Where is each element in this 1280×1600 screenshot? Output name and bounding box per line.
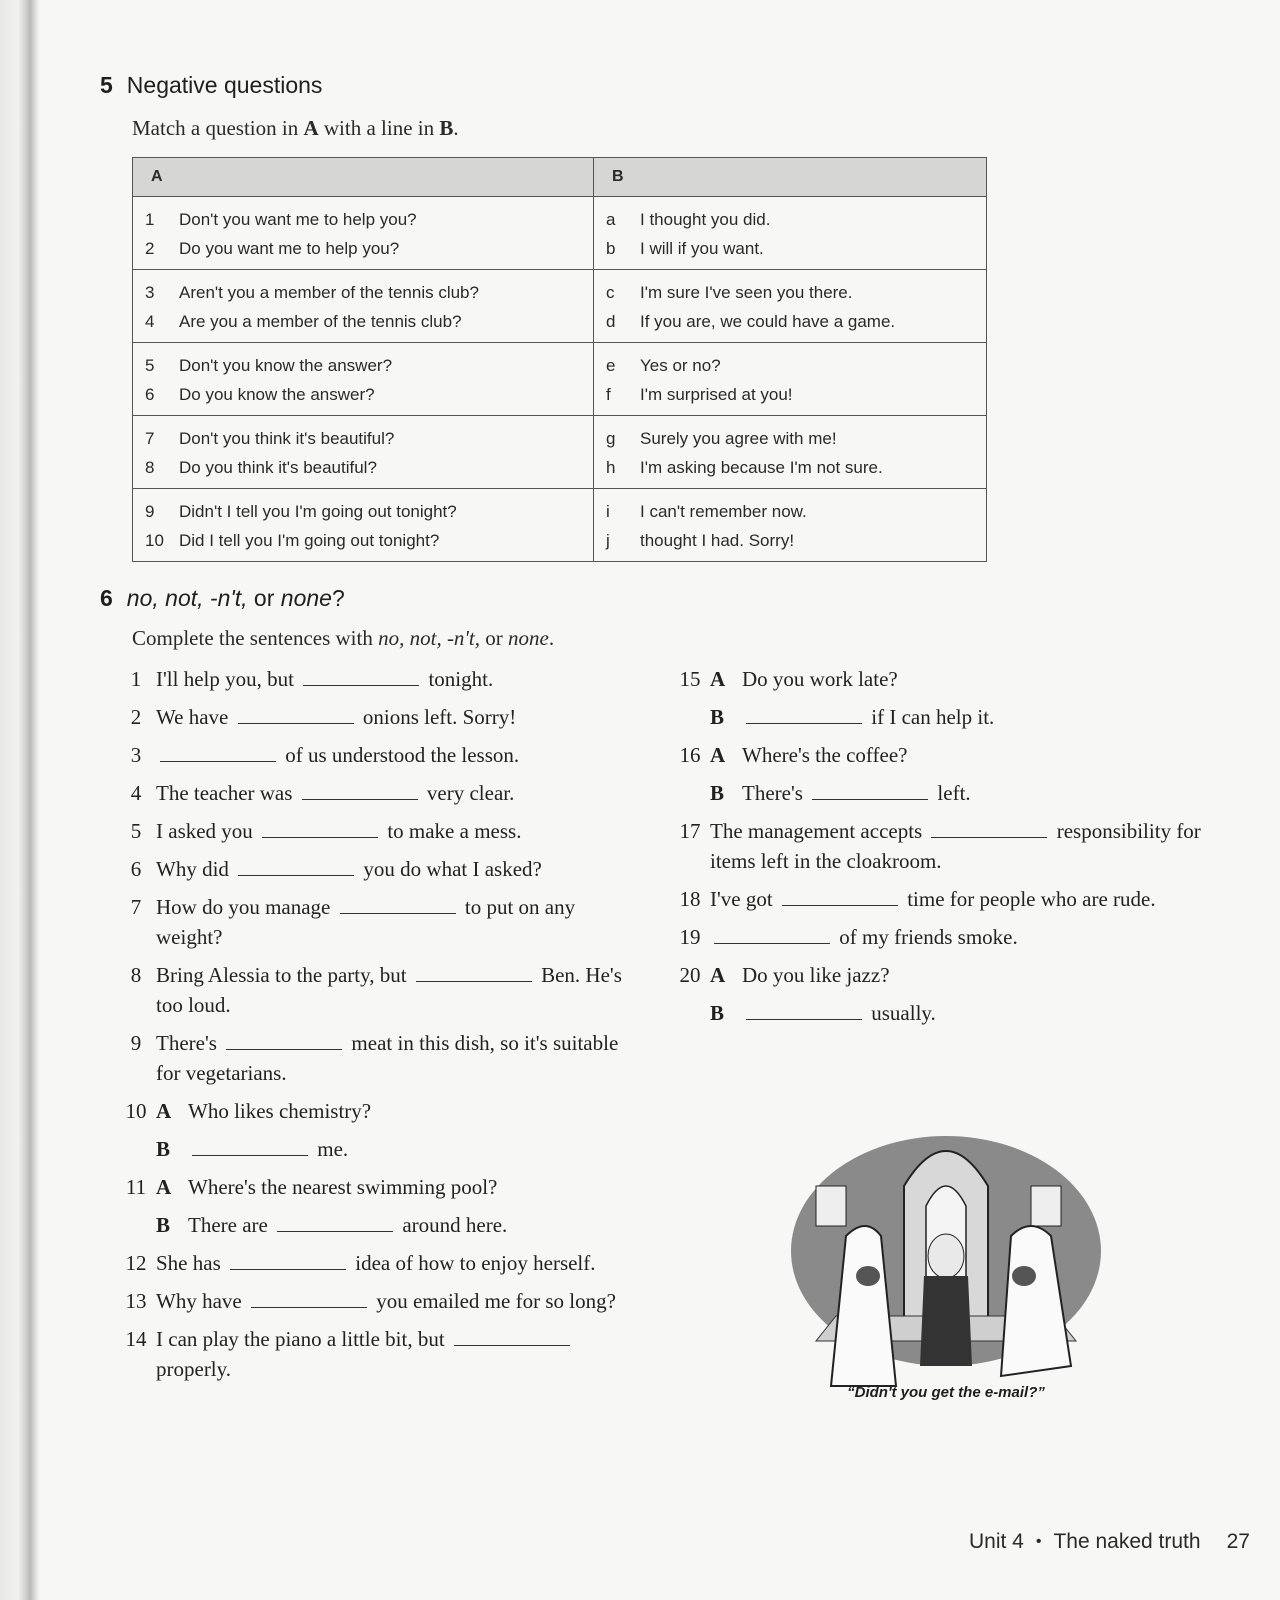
sentence-text: How do you manage	[156, 895, 331, 919]
sentence-item	[118, 1096, 638, 1126]
sentence-number: 19	[679, 925, 701, 949]
speaker-label: A	[710, 743, 726, 767]
item-text: If you are, we could have a game.	[640, 311, 896, 331]
sentence-text: tonight.	[428, 667, 494, 691]
sentence-number: 18	[679, 887, 701, 911]
sentence-number	[672, 702, 708, 732]
column-header-b: B	[594, 158, 987, 197]
answer-blank[interactable]	[812, 779, 928, 800]
sentence-item	[118, 740, 638, 770]
sentence-item	[118, 664, 638, 694]
sentence-text: There's	[742, 781, 803, 805]
item-key: j	[606, 530, 610, 550]
response-line	[606, 424, 978, 453]
page-number: 27	[1226, 1530, 1250, 1553]
sentence-number: 6	[130, 857, 142, 881]
speaker-label: B	[710, 781, 725, 805]
item-key: d	[606, 311, 616, 331]
response-line	[606, 453, 978, 482]
item-key: b	[606, 238, 616, 258]
sentence-text: left.	[937, 781, 971, 805]
item-text: I will if you want.	[640, 238, 764, 258]
sentence-list-left	[118, 664, 638, 1392]
sentence-text: to put on any weight?	[156, 895, 576, 949]
question-line	[145, 380, 585, 409]
item-text: Are you a member of the tennis club?	[179, 311, 462, 331]
answer-blank[interactable]	[302, 779, 418, 800]
sentence-text: Bring Alessia to the party, but	[156, 963, 407, 987]
speaker-label: A	[710, 667, 726, 691]
sentence-text: me.	[317, 1137, 349, 1161]
answer-blank[interactable]	[238, 855, 354, 876]
item-text: Do you think it's beautiful?	[179, 457, 377, 477]
sentence-number	[672, 778, 708, 808]
exercise-5-instruction: Match a question in A with a line in B.	[132, 116, 459, 140]
item-key: 6	[145, 384, 155, 404]
item-text: I'm sure I've seen you there.	[640, 282, 853, 302]
item-text: I thought you did.	[640, 209, 771, 229]
match-cell-a	[133, 270, 594, 343]
sentence-number: 17	[679, 819, 701, 843]
match-cell-a	[133, 343, 594, 416]
match-row	[133, 343, 987, 416]
item-text: Yes or no?	[640, 355, 721, 375]
sentence-text: I'll help you, but	[156, 667, 294, 691]
sentence-number: 7	[130, 895, 142, 919]
item-text: thought I had. Sorry!	[640, 530, 795, 550]
sentence-item	[118, 854, 638, 884]
match-cell-b	[594, 197, 987, 270]
question-line	[145, 234, 585, 263]
sentence-text: very clear.	[426, 781, 515, 805]
sentence-item	[118, 816, 638, 846]
item-key: 3	[145, 282, 155, 302]
item-text: Don't you know the answer?	[179, 355, 393, 375]
sentence-item	[672, 664, 1202, 694]
sentence-item	[672, 778, 1202, 808]
match-cell-b	[594, 489, 987, 562]
question-line	[145, 278, 585, 307]
sentence-number: 1	[130, 667, 142, 691]
answer-blank[interactable]	[238, 703, 354, 724]
sentence-text: around here.	[402, 1213, 508, 1237]
speaker-label: B	[710, 1001, 725, 1025]
match-cell-b	[594, 343, 987, 416]
answer-blank[interactable]	[931, 817, 1047, 838]
match-cell-a	[133, 416, 594, 489]
sentence-text: There's	[156, 1031, 217, 1055]
sentence-number: 20	[679, 963, 701, 987]
item-key: i	[606, 501, 610, 521]
sentence-item	[672, 816, 1202, 876]
item-key: a	[606, 209, 616, 229]
exercise-6-heading: 6 no, not, -n't, or none?	[100, 585, 345, 611]
page-footer: Unit 4 • The naked truth 27	[969, 1530, 1250, 1553]
item-key: e	[606, 355, 616, 375]
response-line	[606, 526, 978, 555]
response-line	[606, 497, 978, 526]
answer-blank[interactable]	[782, 885, 898, 906]
sentence-number: 14	[125, 1327, 147, 1351]
sentence-number: 12	[125, 1251, 147, 1275]
exercise-number: 6	[100, 585, 113, 611]
question-line	[145, 526, 585, 555]
sentence-item	[118, 1028, 638, 1088]
sentence-text: We have	[156, 705, 229, 729]
match-row	[133, 489, 987, 562]
item-key: g	[606, 428, 616, 448]
sentence-number: 11	[125, 1175, 147, 1199]
sentence-text: you do what I asked?	[363, 857, 542, 881]
item-text: I'm surprised at you!	[640, 384, 793, 404]
item-text: Don't you think it's beautiful?	[179, 428, 395, 448]
response-line	[606, 205, 978, 234]
answer-blank[interactable]	[340, 893, 456, 914]
item-key: 8	[145, 457, 155, 477]
sentence-text: responsibility for items left in the cloakroom.	[710, 819, 1201, 873]
item-key: f	[606, 384, 611, 404]
response-line	[606, 234, 978, 263]
sentence-text: of my friends smoke.	[839, 925, 1018, 949]
item-key: 2	[145, 238, 155, 258]
sentence-text: Why have	[156, 1289, 242, 1313]
sentence-item	[118, 778, 638, 808]
item-text: I can't remember now.	[640, 501, 807, 521]
match-cell-b	[594, 416, 987, 489]
sentence-item	[118, 892, 638, 952]
sentence-text: of us understood the lesson.	[285, 743, 520, 767]
answer-blank[interactable]	[230, 1249, 346, 1270]
speaker-label: A	[710, 963, 726, 987]
answer-blank[interactable]	[251, 1287, 367, 1308]
unit-label: Unit 4	[969, 1530, 1024, 1553]
sentence-number	[672, 998, 708, 1028]
match-row	[133, 197, 987, 270]
exercise-number: 5	[100, 72, 113, 98]
sentence-text: Why did	[156, 857, 229, 881]
sentence-number: 10	[125, 1099, 147, 1123]
match-cell-a	[133, 197, 594, 270]
book-spine-shadow	[0, 0, 40, 1600]
response-line	[606, 380, 978, 409]
sentence-text: I've got	[710, 887, 773, 911]
sentence-text: idea of how to enjoy herself.	[355, 1251, 596, 1275]
item-text: I'm asking because I'm not sure.	[640, 457, 883, 477]
sentence-item	[672, 922, 1202, 952]
match-cell-a	[133, 489, 594, 562]
unit-title: The naked truth	[1053, 1530, 1201, 1553]
sentence-item	[672, 960, 1202, 990]
response-line	[606, 351, 978, 380]
item-text: Aren't you a member of the tennis club?	[179, 282, 479, 302]
answer-blank[interactable]	[277, 1211, 393, 1232]
sentence-text: usually.	[871, 1001, 936, 1025]
match-table	[132, 157, 987, 562]
sentence-text: you emailed me for so long?	[376, 1289, 616, 1313]
answer-blank[interactable]	[262, 817, 378, 838]
item-text: Didn't I tell you I'm going out tonight?	[179, 501, 457, 521]
speaker-label: B	[710, 705, 725, 729]
answer-blank[interactable]	[714, 923, 830, 944]
question-line	[145, 497, 585, 526]
match-cell-b	[594, 270, 987, 343]
item-text: Don't you want me to help you?	[179, 209, 417, 229]
item-key: 5	[145, 355, 155, 375]
item-key: c	[606, 282, 615, 302]
item-text: Surely you agree with me!	[640, 428, 837, 448]
exercise-title: Negative questions	[126, 72, 323, 98]
sentence-text: I can play the piano a little bit, but	[156, 1327, 445, 1351]
sentence-text: time for people who are rude.	[907, 887, 1156, 911]
speaker-label: A	[156, 1099, 172, 1123]
sentence-text: Ben. He's too loud.	[156, 963, 622, 1017]
answer-blank[interactable]	[454, 1325, 570, 1346]
sentence-item	[118, 1210, 638, 1240]
item-text: Did I tell you I'm going out tonight?	[179, 530, 440, 550]
item-key: 7	[145, 428, 155, 448]
sentence-number: 9	[130, 1031, 142, 1055]
match-row	[133, 416, 987, 489]
sentence-text: Who likes chemistry?	[188, 1099, 372, 1123]
sentence-text: There are	[188, 1213, 268, 1237]
item-key: 10	[145, 530, 164, 550]
sentence-text: meat in this dish, so it's suitable for vegetarians.	[156, 1031, 619, 1085]
sentence-text: properly.	[156, 1357, 232, 1381]
answer-blank[interactable]	[416, 961, 532, 982]
sentence-number: 16	[679, 743, 701, 767]
speaker-label: B	[156, 1137, 171, 1161]
sentence-text: Where's the nearest swimming pool?	[188, 1175, 498, 1199]
answer-blank[interactable]	[226, 1029, 342, 1050]
sentence-item	[672, 702, 1202, 732]
item-key: h	[606, 457, 616, 477]
sentence-text: Do you work late?	[742, 667, 898, 691]
sentence-number: 13	[125, 1289, 147, 1313]
item-key: 9	[145, 501, 155, 521]
response-line	[606, 278, 978, 307]
speaker-label: A	[156, 1175, 172, 1199]
sentence-number	[118, 1134, 154, 1164]
sentence-text: Where's the coffee?	[742, 743, 908, 767]
sentence-text: I asked you	[156, 819, 253, 843]
sentence-text: if I can help it.	[871, 705, 995, 729]
item-key: 4	[145, 311, 155, 331]
sentence-number: 3	[130, 743, 142, 767]
question-line	[145, 205, 585, 234]
sentence-number: 4	[130, 781, 142, 805]
sentence-item	[118, 1172, 638, 1202]
exercise-5-heading	[100, 72, 322, 99]
sentence-item	[118, 702, 638, 732]
item-text: Do you know the answer?	[179, 384, 375, 404]
question-line	[145, 424, 585, 453]
question-line	[145, 351, 585, 380]
sentence-item	[118, 1324, 638, 1384]
sentence-text: The management accepts	[710, 819, 923, 843]
question-line	[145, 453, 585, 482]
sentence-item	[118, 1134, 638, 1164]
answer-blank[interactable]	[746, 703, 862, 724]
answer-blank[interactable]	[160, 741, 276, 762]
sentence-list-right	[672, 664, 1202, 1036]
speaker-label: B	[156, 1213, 171, 1237]
item-text: Do you want me to help you?	[179, 238, 400, 258]
answer-blank[interactable]	[303, 665, 419, 686]
match-row	[133, 270, 987, 343]
sentence-item	[672, 998, 1202, 1028]
answer-blank[interactable]	[746, 999, 862, 1020]
sentence-number: 15	[679, 667, 701, 691]
sentence-number	[118, 1210, 154, 1240]
sentence-item	[672, 884, 1202, 914]
sentence-item	[118, 1248, 638, 1278]
answer-blank[interactable]	[192, 1135, 308, 1156]
sentence-number: 5	[130, 819, 142, 843]
sentence-text: The teacher was	[156, 781, 293, 805]
item-key: 1	[145, 209, 155, 229]
column-header-a: A	[133, 158, 594, 197]
response-line	[606, 307, 978, 336]
sentence-text: onions left. Sorry!	[362, 705, 517, 729]
sentence-item	[672, 740, 1202, 770]
sentence-text: She has	[156, 1251, 221, 1275]
cartoon-caption: “Didn't you get the e-mail?”	[847, 1384, 1045, 1401]
sentence-item	[118, 1286, 638, 1316]
sentence-item	[118, 960, 638, 1020]
question-line	[145, 307, 585, 336]
sentence-number: 2	[130, 705, 142, 729]
exercise-6-instruction: Complete the sentences with no, not, -n't, or none.	[132, 626, 555, 650]
sentence-text: to make a mess.	[387, 819, 522, 843]
sentence-text: Do you like jazz?	[742, 963, 890, 987]
sentence-number: 8	[130, 963, 142, 987]
